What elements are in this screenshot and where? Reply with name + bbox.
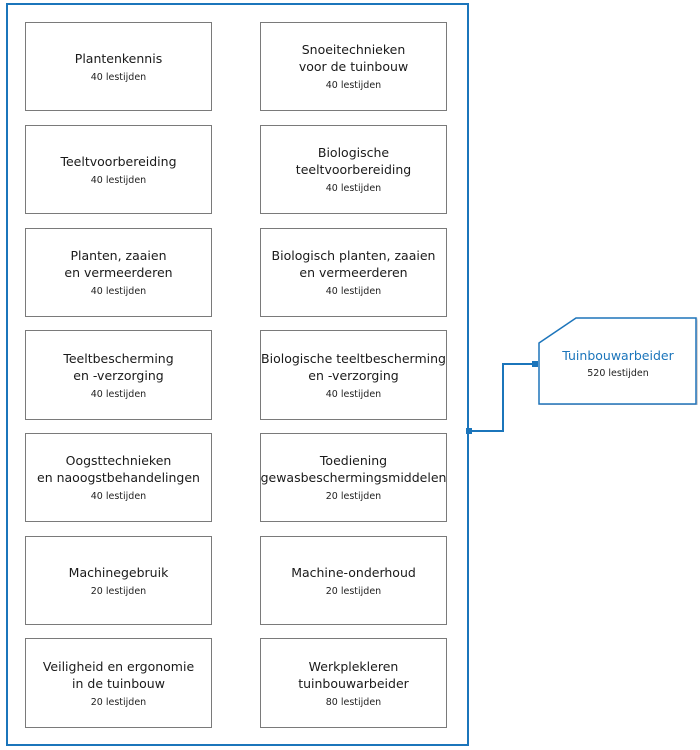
module-hours: 40 lestijden [90, 286, 147, 297]
module-title: Plantenkennis [74, 50, 163, 66]
module-hours: 40 lestijden [325, 80, 382, 91]
module-hours: 20 lestijden [90, 585, 147, 597]
module-hours: 40 lestijden [90, 174, 147, 186]
module-title: Planten, zaaien en vermeerderen [64, 248, 173, 280]
module-hours: 20 lestijden [325, 491, 382, 502]
connector-path [469, 364, 538, 431]
module-title: Snoeitechnieken voor de tuinbouw [298, 42, 409, 74]
module-title: Biologische teeltvoorbereiding [295, 145, 412, 177]
module-title: Biologisch planten, zaaien en vermeerderen [271, 248, 436, 280]
module-hours: 20 lestijden [90, 696, 147, 708]
module-hours: 40 lestijden [90, 491, 147, 502]
qualification-title: Tuinbouwarbeider [562, 348, 674, 363]
module-hours: 80 lestijden [325, 696, 382, 708]
qualification-box [538, 317, 698, 405]
module-title: Machinegebruik [68, 564, 169, 580]
module-hours: 40 lestijden [325, 286, 382, 297]
module-title: Machine-onderhoud [291, 564, 416, 580]
module-title: Werkplekleren tuinbouwarbeider [298, 658, 409, 691]
module-hours: 40 lestijden [90, 388, 147, 400]
module-title: Teeltvoorbereiding [60, 153, 177, 169]
module-title: Veiligheid en ergonomie in de tuinbouw [42, 658, 195, 691]
module-title: Biologische teeltbescherming en -verzorging [261, 350, 446, 383]
module-title: Teeltbescherming en -verzorging [63, 350, 174, 383]
module-title: Oogsttechnieken en naoogstbehandelingen [37, 453, 200, 485]
module-hours: 20 lestijden [325, 585, 382, 597]
module-hours: 40 lestijden [90, 71, 147, 83]
qualification-hours: 520 lestijden [587, 368, 649, 379]
module-hours: 40 lestijden [325, 183, 382, 194]
connector-start-dot [466, 428, 472, 434]
module-hours: 40 lestijden [325, 388, 382, 400]
module-title: Toediening gewasbeschermingsmiddelen [260, 453, 447, 485]
